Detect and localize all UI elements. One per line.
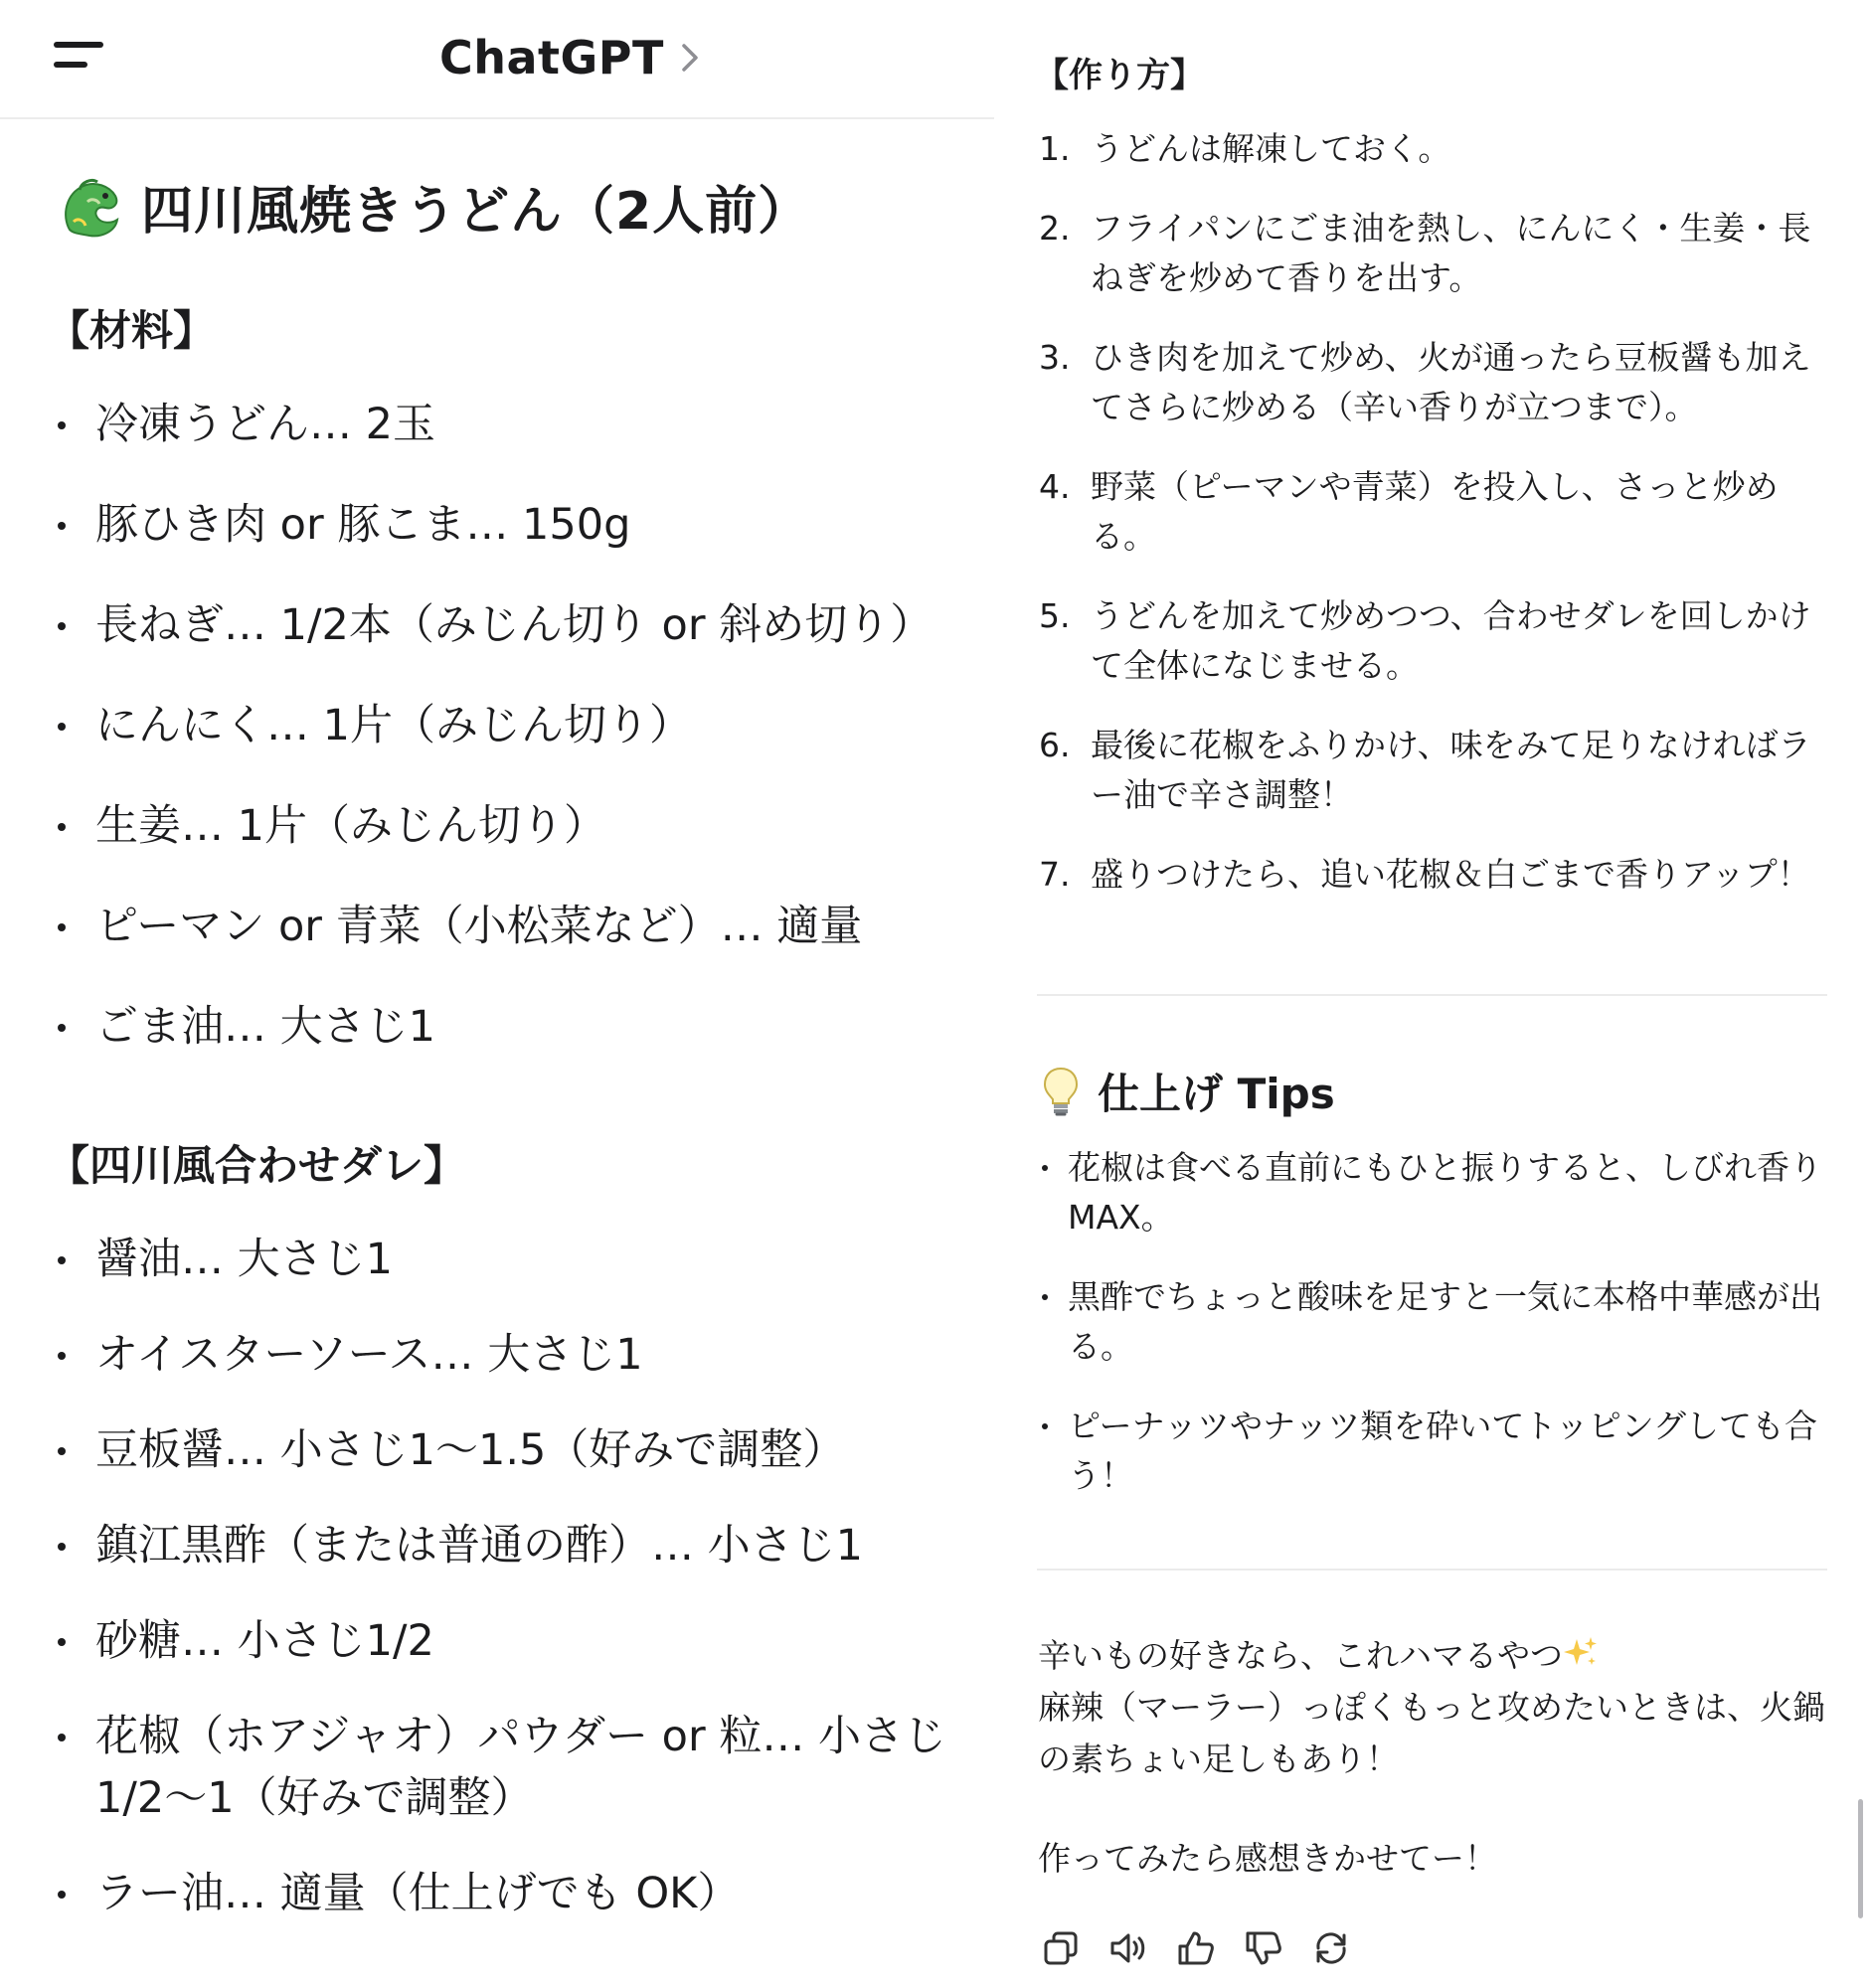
model-selector[interactable] xyxy=(439,30,704,85)
divider xyxy=(1037,1569,1827,1571)
step-item: 5. うどんを加えて炒めつつ、合わせダレを回しかけて全体になじませる。 xyxy=(1039,596,1811,685)
chevron-right-icon xyxy=(678,40,704,76)
tips-list xyxy=(1042,1143,1827,1531)
list-item: ラー油… 適量（仕上げでも OK） xyxy=(58,1863,952,1924)
sauce-heading: 【四川風合わせダレ】 xyxy=(48,1141,466,1190)
copy-icon xyxy=(1041,1928,1081,1968)
steps-heading: 【作り方】 xyxy=(1035,56,1204,95)
step-item: 1. うどんは解凍しておく。 xyxy=(1039,129,1451,168)
header-bar xyxy=(0,0,994,119)
list-item: ピーマン or 青菜（小松菜など）… 適量 xyxy=(58,896,952,957)
list-item: 生姜… 1片（みじん切り） xyxy=(58,795,952,857)
list-item: ごま油… 大さじ1 xyxy=(58,996,952,1058)
scrollbar[interactable] xyxy=(1858,1799,1863,1918)
copy-button[interactable] xyxy=(1034,1923,1088,1973)
thumbs-down-icon xyxy=(1244,1928,1283,1968)
list-item: オイスターソース… 大さじ1 xyxy=(58,1324,952,1386)
thumbs-up-icon xyxy=(1176,1928,1216,1968)
message-actions xyxy=(1034,1923,1372,1973)
step-item: 3. ひき肉を加えて炒め、火が通ったら豆板醤も加えてさらに炒める（辛い香りが立つまで）。 xyxy=(1039,338,1811,426)
tips-heading: 仕上げ Tips xyxy=(1042,1062,1335,1121)
step-item: 7. 盛りつけたら、追い花椒＆白ごまで香りアップ！ xyxy=(1039,855,1810,894)
divider xyxy=(1037,994,1827,996)
step-item: 2. フライパンにごま油を熱し、にんにく・生姜・長ねぎを炒めて香りを出す。 xyxy=(1039,209,1811,297)
tip-item: ピーナッツやナッツ類を砕いてトッピングしても合う！ xyxy=(1042,1402,1827,1501)
read-aloud-icon xyxy=(1108,1928,1148,1968)
right-panel xyxy=(994,0,1870,1988)
regenerate-button[interactable] xyxy=(1304,1923,1358,1973)
list-item: 豚ひき肉 or 豚こま… 150g xyxy=(58,494,952,556)
list-item: 豆板醤… 小さじ1〜1.5（好みで調整） xyxy=(58,1419,952,1481)
recipe-title: 四川風焼きうどん（2人前） xyxy=(58,169,810,244)
tip-item: 黒酢でちょっと酸味を足すと一気に本格中華感が出る。 xyxy=(1042,1272,1827,1372)
regenerate-icon xyxy=(1311,1928,1351,1968)
closing-message: 辛いもの好きなら、これハマるやつ 麻辣（マーラー）っぽくもっと攻めたいときは、火鍋の素ちょい足しもあり！ xyxy=(1038,1636,1825,1778)
closing-note: 作ってみたら感想きかせてー！ xyxy=(1038,1839,1497,1878)
tip-item: 花椒は食べる直前にもひと振りすると、しびれ香り MAX。 xyxy=(1042,1143,1827,1242)
list-item: 冷凍うどん… 2玉 xyxy=(58,394,952,455)
list-item: 砂糖… 小さじ1/2 xyxy=(58,1610,952,1672)
list-item: にんにく… 1片（みじん切り） xyxy=(58,695,952,756)
ingredients-list xyxy=(58,394,952,1058)
dragon-icon xyxy=(58,172,127,242)
thumbs-down-button[interactable] xyxy=(1237,1923,1290,1973)
steps-list xyxy=(1039,124,1834,929)
list-item: 長ねぎ… 1/2本（みじん切り or 斜め切り） xyxy=(58,594,952,656)
light-bulb-icon xyxy=(1042,1066,1080,1117)
list-item: 花椒（ホアジャオ）パウダー or 粒… 小さじ1/2〜1（好みで調整） xyxy=(58,1706,952,1829)
sparkles-icon xyxy=(1563,1635,1599,1671)
list-item: 鎮江黒酢（または普通の酢）… 小さじ1 xyxy=(58,1515,952,1576)
thumbs-up-button[interactable] xyxy=(1169,1923,1223,1973)
step-item: 6. 最後に花椒をふりかけ、味をみて足りなければラー油で辛さ調整！ xyxy=(1039,726,1811,814)
sauce-list xyxy=(58,1229,952,1924)
step-item: 4. 野菜（ピーマンや青菜）を投入し、さっと炒める。 xyxy=(1039,467,1779,556)
menu-icon[interactable] xyxy=(50,36,109,76)
read-aloud-button[interactable] xyxy=(1102,1923,1155,1973)
app-title: ChatGPT xyxy=(439,31,664,84)
ingredients-heading: 【材料】 xyxy=(48,306,216,355)
list-item: 醤油… 大さじ1 xyxy=(58,1229,952,1290)
